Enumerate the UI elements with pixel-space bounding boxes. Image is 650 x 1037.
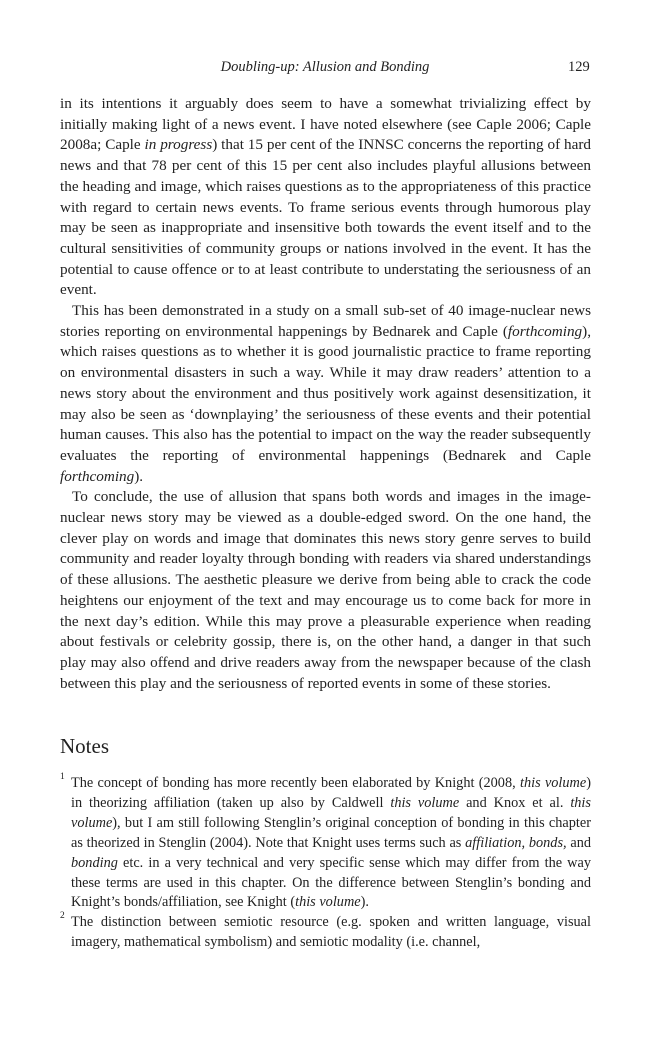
page-number: 129	[568, 59, 590, 75]
note-2: 2 The distinction between semiotic resource (e.g. spoken and written language, visual imagery, mathematical symbolism) and semiotic modality (i.e. channel,	[60, 911, 591, 951]
notes-list	[60, 774, 591, 953]
note-number: 2	[60, 911, 65, 922]
paragraph-1: in its intentions it arguably does seem to have a somewhat trivializing effect by initially making light of a news event. I have noted elsewhere (see Caple 2006; Caple 2008a; Caple in progress) that 15 per cent of the INNSC concerns the reporting of hard news and that 78 per cent of this 15 per cent also includes playful allusions between the heading and image, which raises questions as to the appropriateness of this practice with regard to certain news events. To frame serious events through humorous play may be seen as inappropriate and insensitive both towards the event itself and to the cultural sensitivities of community groups or nations involved in the event. It has the potential to cause offence or to at least contribute to understating the seriousness of an event.	[60, 95, 591, 299]
running-head-title: Doubling-up: Allusion and Bonding	[220, 59, 430, 75]
note-number: 1	[60, 772, 65, 782]
note-1: 1 The concept of bonding has more recently been elaborated by Knight (2008, this volume) in theorizing affiliation (taken up also by Caldwell this volume and Knox et al. this volume), but I am still following Stenglin’s original conception of bonding in this chapter as theorized in Stenglin (2004). Note that Knight uses terms such as affiliation, bonds, and bonding etc. in a very technical and very specific sense which may differ from the way these terms are used in this chapter. On the difference between Stenglin’s bonding and Knight’s bonds/affiliation, see Knight (this volume).	[60, 772, 591, 911]
running-head	[0, 59, 650, 79]
paragraph-2: This has been demonstrated in a study on a small sub-set of 40 image-nuclear news stories reporting on environmental happenings by Bednarek and Caple (forthcoming), which raises questions as to whether it is good journalistic practice to frame reporting on environmental disasters in such a way. While it may draw readers’ attention to a news story about the environment and thus positively work against desensitization, it may also be seen as ‘downplaying’ the seriousness of these events and their potential human causes. This also has the potential to impact on the way the reader subsequently evaluates the reporting of environmental happenings (Bednarek and Caple forthcoming).	[60, 302, 591, 485]
paragraph-3: To conclude, the use of allusion that spans both words and images in the image-nuclear news story may be viewed as a double-edged sword. On the one hand, the clever play on words and image that dominates this news story genre serves to build community and reader loyalty through bonding with readers via shared understandings of these allusions. The aesthetic pleasure we derive from being able to crack the code heightens our enjoyment of the text and may encourage us to come back for more in the next day’s edition. While this may prove a pleasurable experience when reading about festivals or celebrity gossip, there is, on the other hand, a danger in that such play may also offend and drive readers away from the newspaper because of the clash between this play and the seriousness of reported events in some of these stories.	[60, 488, 591, 692]
notes-heading: Notes	[60, 734, 109, 758]
body-text	[60, 94, 591, 694]
